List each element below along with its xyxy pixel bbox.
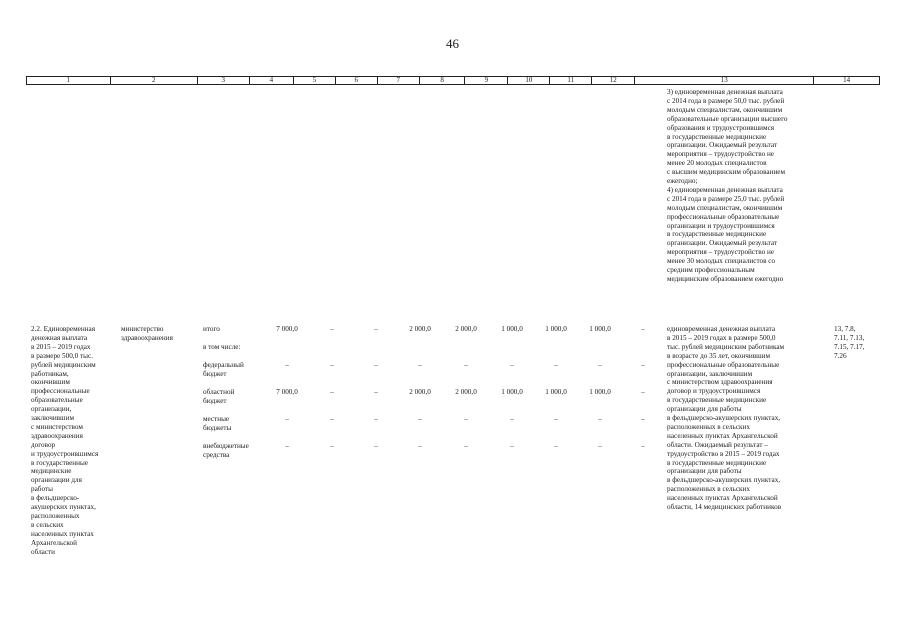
continuation-line: медицинским образованием ежегодно — [667, 274, 784, 283]
expected-result-line: населенных пунктах Архангельской — [667, 494, 778, 503]
funding-source-label: итого — [203, 325, 220, 333]
continuation-line: организации и трудоустроившимся — [667, 221, 775, 230]
continuation-line: 3) единовременная денежная выплата — [667, 88, 783, 96]
measure-name-line: договор — [31, 440, 56, 449]
measure-name-line: и трудоустроившимся — [31, 449, 99, 458]
header-col-2: 2 — [111, 77, 198, 84]
header-col-5: 5 — [294, 77, 336, 84]
funding-value-cell: – — [641, 442, 645, 450]
measure-name-line: акушерских пунктах, — [31, 503, 96, 511]
expected-result-line: в фельдшерско-акушерских пунктах, — [667, 414, 781, 422]
measure-name-line: организации, — [31, 405, 72, 414]
executor-line: министерство — [121, 325, 164, 333]
funding-value-cell: – — [330, 415, 334, 423]
funding-value-cell: – — [598, 361, 602, 369]
funding-value-cell: 2 000,0 — [409, 388, 431, 396]
measure-name-line: Архангельской — [31, 538, 77, 547]
funding-value-cell: – — [330, 361, 334, 369]
header-col-4: 4 — [250, 77, 294, 84]
funding-source-label: местные — [203, 415, 230, 423]
funding-value-cell: – — [418, 361, 422, 369]
expected-result-line: организации для работы — [667, 467, 742, 476]
continuation-line: с 2014 года в размере 50,0 тыс. рублей — [667, 96, 785, 105]
funding-value-cell: – — [510, 361, 514, 369]
funding-value-cell: – — [418, 415, 422, 423]
funding-value-cell: – — [374, 442, 378, 450]
funding-source-label: в том числе: — [203, 343, 241, 351]
funding-source-label: внебюджетные — [203, 442, 249, 450]
expected-result-line: в фельдшерско-акушерских пунктах, — [667, 476, 781, 485]
executor-line: здравоохранения — [121, 333, 173, 342]
header-col-8: 8 — [420, 77, 466, 84]
funding-value-cell: – — [374, 388, 378, 396]
funding-value-cell: – — [418, 442, 422, 450]
measure-name-line: с министерством — [31, 422, 83, 431]
measure-name-line: расположенных — [31, 511, 80, 520]
continuation-line: в государственные медицинские — [667, 132, 767, 141]
funding-source-label: средства — [203, 450, 230, 459]
expected-result-line: в государственные медицинские — [667, 396, 767, 405]
continuation-line: ежегодно; — [667, 177, 698, 185]
measure-name-line: в фельдшерско- — [31, 494, 80, 503]
continuation-line: с высшим медицинским образованием — [667, 168, 786, 177]
header-col-7: 7 — [378, 77, 420, 84]
continuation-line: молодым специалистам, окончившим — [667, 105, 783, 114]
measure-name-line: в государственные — [31, 458, 88, 467]
continuation-line: в государственные медицинские — [667, 230, 767, 239]
continuation-line: профессиональные образовательные — [667, 212, 780, 221]
measure-name-line: 2.2. Единовременная — [31, 325, 96, 333]
measure-name-line: работникам, — [31, 369, 69, 378]
measure-name-line: в 2015 – 2019 годах — [31, 342, 91, 351]
header-col-9: 9 — [465, 77, 508, 84]
continuation-line: организации. Ожидаемый результат — [667, 239, 778, 248]
funding-source-label: федеральный — [203, 361, 244, 369]
funding-value-cell: 7 000,0 — [276, 325, 298, 333]
continuation-line: с 2014 года в размере 25,0 тыс. рублей — [667, 194, 785, 203]
measure-name-line: области — [31, 547, 56, 556]
header-col-12: 12 — [592, 77, 635, 84]
funding-value-cell: – — [374, 415, 378, 423]
header-col-1: 1 — [27, 77, 111, 84]
measure-name-line: профессиональные — [31, 387, 90, 396]
funding-value-cell: 1 000,0 — [501, 388, 523, 396]
measure-name-line: денежная выплата — [31, 333, 88, 342]
funding-value-cell: – — [510, 415, 514, 423]
expected-result-line: расположенных в сельских — [667, 485, 750, 494]
funding-value-cell: – — [330, 388, 334, 396]
measure-name-line: в размере 500,0 тыс. — [31, 351, 93, 360]
funding-value-cell: – — [285, 361, 289, 369]
funding-value-cell: 1 000,0 — [545, 388, 567, 396]
continuation-line: организации. Ожидаемый результат — [667, 141, 778, 150]
page-number: 46 — [446, 36, 459, 51]
funding-value-cell: – — [330, 325, 334, 333]
measure-name-line: организации для — [31, 476, 82, 485]
funding-value-cell: – — [554, 361, 558, 369]
expected-result-line: расположенных в сельских — [667, 422, 750, 431]
funding-value-cell: – — [285, 415, 289, 423]
measure-name-line: медицинские — [31, 467, 72, 476]
funding-value-cell: – — [641, 361, 645, 369]
funding-source-label: бюджеты — [203, 423, 232, 432]
funding-value-cell: – — [464, 442, 468, 450]
continuation-line: молодым специалистам, окончившим — [667, 203, 783, 212]
expected-result-line: организации для работы — [667, 405, 742, 414]
measure-name-line: заключившим — [31, 414, 74, 422]
funding-value-cell: – — [285, 442, 289, 450]
funding-value-cell: – — [510, 442, 514, 450]
funding-value-cell: – — [554, 442, 558, 450]
measure-name-line: окончившим — [31, 378, 70, 387]
funding-value-cell: 1 000,0 — [589, 388, 611, 396]
measure-name-line: населенных пунктах — [31, 529, 94, 538]
funding-source-label: бюджет — [203, 396, 227, 405]
funding-value-cell: 2 000,0 — [409, 325, 431, 333]
funding-source-label: областной — [203, 388, 235, 396]
continuation-line: средним профессиональным — [667, 266, 755, 274]
header-col-11: 11 — [550, 77, 592, 84]
header-col-3: 3 — [198, 77, 250, 84]
continuation-line: образовательные организации высшего — [667, 114, 788, 123]
indicator-reference-line: 7.15, 7.17, — [834, 342, 865, 351]
measure-name-line: здравоохранения — [31, 431, 83, 440]
funding-value-cell: 1 000,0 — [545, 325, 567, 333]
continuation-line: образования и трудоустроившимся — [667, 123, 775, 132]
indicator-reference-line: 7.26 — [834, 351, 847, 360]
header-col-10: 10 — [508, 77, 550, 84]
funding-value-cell: – — [641, 325, 645, 333]
funding-value-cell: – — [330, 442, 334, 450]
header-col-14: 14 — [843, 77, 851, 84]
funding-value-cell: – — [374, 325, 378, 333]
expected-result-line: в государственные медицинские — [667, 458, 767, 467]
expected-result-line: в 2015 – 2019 годах в размере 500,0 — [667, 333, 776, 342]
funding-value-cell: 7 000,0 — [276, 388, 298, 396]
continuation-line: менее 20 молодых специалистов — [667, 159, 767, 168]
funding-source-label: бюджет — [203, 369, 227, 378]
measure-name-line: работы — [31, 485, 53, 494]
continuation-line: 4) единовременная денежная выплата — [667, 185, 783, 194]
funding-value-cell: – — [598, 415, 602, 423]
funding-value-cell: – — [374, 361, 378, 369]
indicator-reference-line: 7.11, 7.13, — [834, 333, 865, 342]
measure-name-line: рублей медицинским — [31, 360, 96, 369]
expected-result-line: профессиональные образовательные — [667, 360, 780, 369]
expected-result-line: единовременная денежная выплата — [667, 325, 776, 333]
expected-result-line: с министерством здравоохранения — [667, 378, 773, 387]
funding-value-cell: – — [641, 388, 645, 396]
expected-result-line: населенных пунктах Архангельской — [667, 431, 778, 440]
expected-result-line: тыс. рублей медицинским работникам — [667, 342, 785, 351]
funding-value-cell: – — [464, 415, 468, 423]
funding-value-cell: 2 000,0 — [455, 325, 477, 333]
header-col-13: 13 — [635, 77, 814, 84]
funding-value-cell: – — [641, 415, 645, 423]
header-col-6: 6 — [336, 77, 378, 84]
expected-result-line: трудоустройство в 2015 – 2019 годах — [667, 449, 780, 458]
funding-value-cell: – — [464, 361, 468, 369]
measure-name-line: образовательные — [31, 396, 83, 405]
continuation-line: мероприятия – трудоустройство не — [667, 150, 774, 159]
expected-result-line: договор и трудоустроившимся — [667, 387, 761, 396]
funding-value-cell: 2 000,0 — [455, 388, 477, 396]
continuation-line: менее 30 молодых специалистов со — [667, 257, 776, 266]
table-header-row — [26, 76, 880, 85]
expected-result-line: организации, заключившим — [667, 369, 753, 378]
funding-value-cell: – — [554, 415, 558, 423]
expected-result-line: области. Ожидаемый результат – — [667, 440, 768, 449]
expected-result-line: области, 14 медицинских работников — [667, 503, 782, 511]
expected-result-line: в возрасте до 35 лет, окончившим — [667, 351, 771, 360]
measure-name-line: в сельских — [31, 520, 64, 529]
funding-value-cell: 1 000,0 — [589, 325, 611, 333]
continuation-line: мероприятия – трудоустройство не — [667, 248, 774, 257]
indicator-reference-line: 13, 7.8, — [834, 325, 856, 333]
funding-value-cell: – — [598, 442, 602, 450]
funding-value-cell: 1 000,0 — [501, 325, 523, 333]
